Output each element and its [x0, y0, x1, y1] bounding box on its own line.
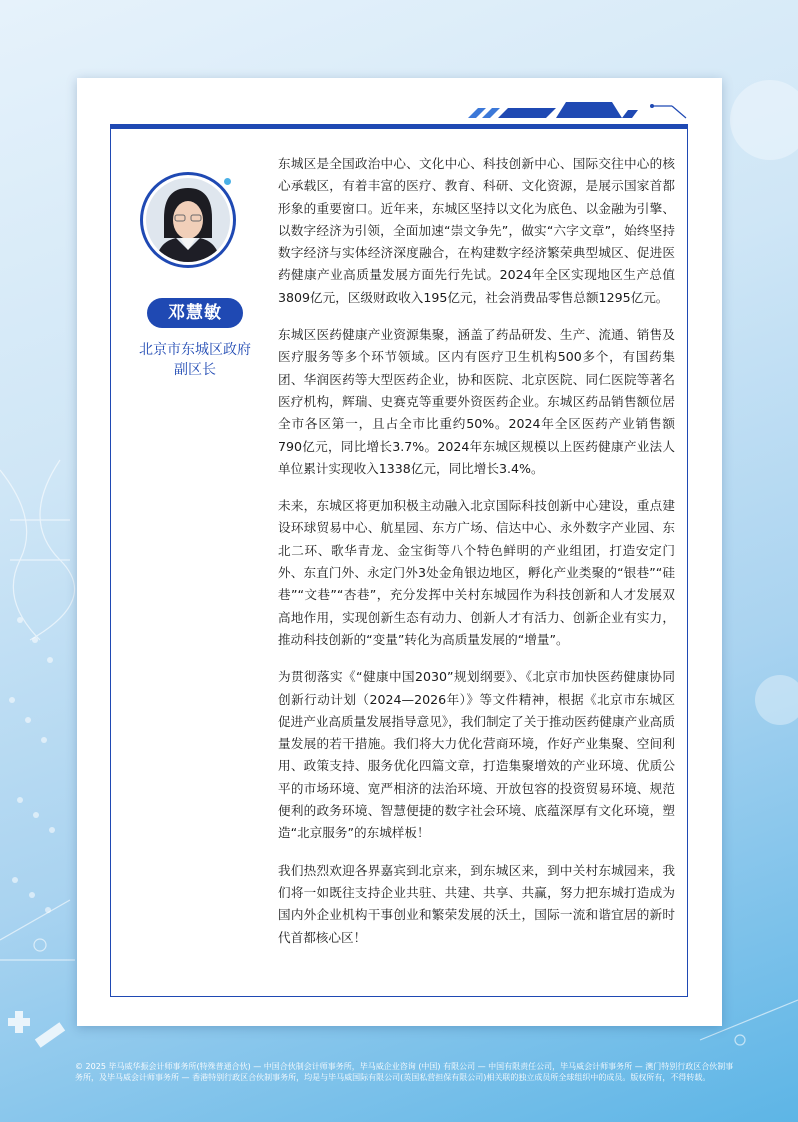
avatar [146, 178, 230, 262]
name-badge: 邓慧敏 [147, 298, 243, 328]
paragraph-2: 东城区医药健康产业资源集聚，涵盖了药品研发、生产、流通、销售及医疗服务等多个环节领域。区内有医疗卫生机构500多个，有国药集团、华润医药等大型医药企业，协和医院、北京医院、同仁医院等著名医疗机构，辉瑞、史赛克等重要外资医药企业。东城区药品销售额位居全市各区第一，且占全市比重约50%。2024年全区医药产业销售额790亿元，同比增长3.7%。2024年东城区规模以上医药健康产业法人单位累计实现收入1338亿元，同比增长3.4%。 [278, 327, 675, 476]
position-title-line-1: 北京市东城区政府 [139, 342, 251, 358]
paragraph-1: 东城区是全国政治中心、文化中心、科技创新中心、国际交往中心的核心承载区，有着丰富的医疗、教育、科研、文化资源，是展示国家首都形象的重要窗口。近年来，东城区坚持以文化为底色、以金融为引擎、以数字经济为引领，全面加速“崇文争先”，做实“六字文章”，始终坚持数字经济与实体经济深度融合，在构建数字经济繁荣典型城区、促进医药健康产业高质量发展方面先行先试。2024年全区实现地区生产总值3809亿元，区级财政收入195亿元，社会消费品零售总额1295亿元。 [278, 156, 675, 305]
position-title-line-2: 副区长 [174, 362, 216, 378]
ring-dot [224, 178, 231, 185]
paragraph-5: 我们热烈欢迎各界嘉宾到北京来，到东城区来，到中关村东城园来，我们将一如既往支持企业共驻、共建、共享、共赢，努力把东城打造成为国内外企业机构干事创业和繁荣发展的沃土，国际一流和谐宜居的新时代首都核心区！ [278, 862, 675, 945]
paragraph-4: 为贯彻落实《“健康中国2030”规划纲要》、《北京市加快医药健康协同创新行动计划（2024—2026年）》等文件精神，根据《北京市东城区促进产业高质量发展指导意见》，我们制定了关于推动医药健康产业高质量发展的若干措施。我们将大力优化营商环境，作好产业集聚、空间利用、政策支持、服务优化四篇文章，打造集聚增效的产业环境、优质公平的市场环境、宽严相济的法治环境、开放包容的投资贸易环境、规范便利的政务环境、智慧便捷的数字社会环境、底蕴深厚有文化环境，塑造“北京服务”的东城样板！ [278, 669, 675, 841]
paragraph-3: 未来，东城区将更加积极主动融入北京国际科技创新中心建设，重点建设环球贸易中心、航星园、东方广场、信达中心、永外数字产业园、东北二环、歌华青龙、金宝街等八个特色鲜明的产业组团，打造安定门外、东直门外、永定门外3处金角银边地区，孵化产业类聚的“银巷”“硅巷”“文巷”“杏巷”，充分发挥中关村东城园作为科技创新和人才发展双高地作用，实现创新生态有动力、创新人才有活力、创新企业有实力，推动科技创新的“变量”转化为高质量发展的“增量”。 [278, 498, 675, 647]
portrait-image [146, 178, 230, 262]
copyright-footer: © 2025 毕马威华振会计师事务所(特殊普通合伙) — 中国合伙制会计师事务所，毕马威企业咨询 (中国) 有限公司 — 中国有限责任公司，毕马威会计师事务所 — 澳门特别行政区合伙制事务所，及毕马威会计师事务所 — 香港特别行政区合伙制事务所，均是与毕马威国际有限公司(英国私营担保有限公司)相关联的独立成员所全球组织中的成员。版权所有，不得转载。 [75, 1062, 734, 1082]
article-body [278, 153, 675, 964]
